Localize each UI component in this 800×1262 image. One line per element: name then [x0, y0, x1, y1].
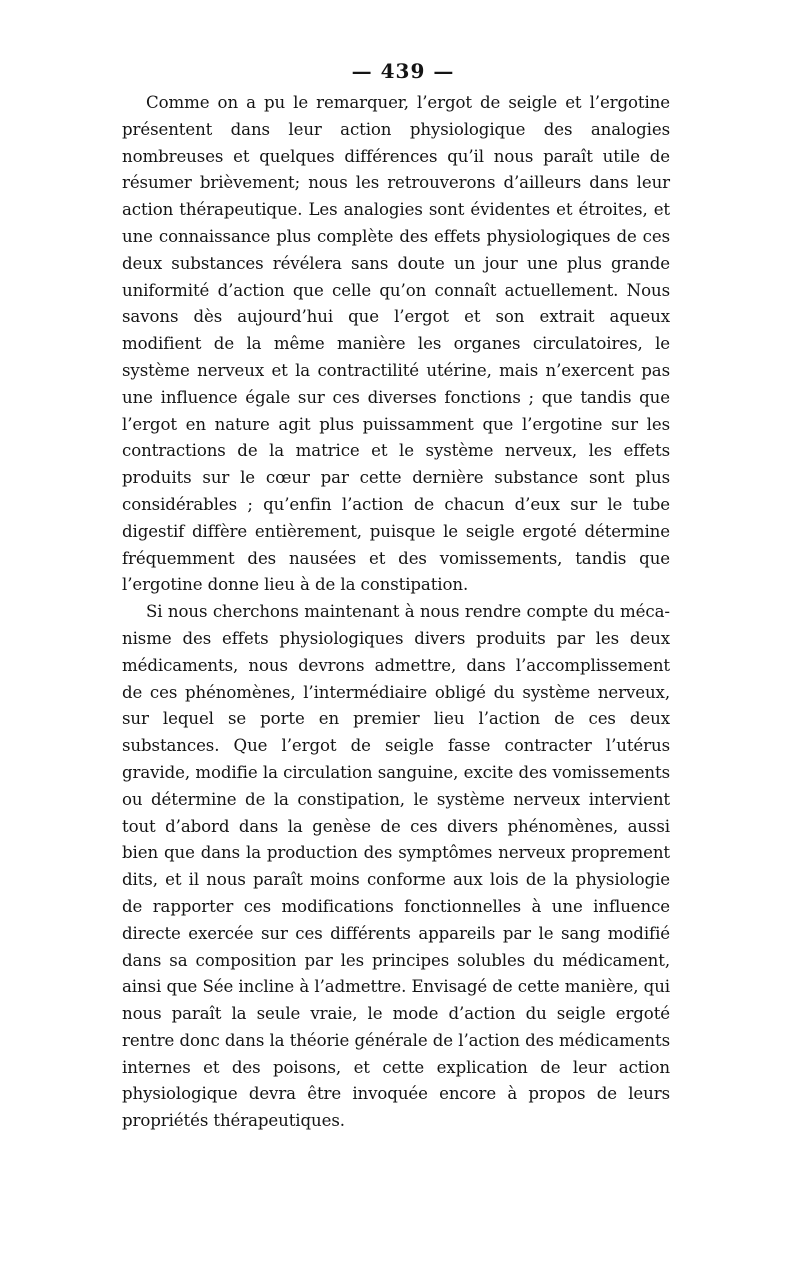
paragraph-mechanism: Si nous cherchons maintenant à nous rendre compte du mécanisme des effets physiologiques divers produits par les deux médicaments, nous devrons admettre, dans l’accomplissement de ces phénomènes, l’intermédiaire obligé du système nerveux, sur lequel se porte en premier lieu l’action de ces deux substances. Que l’ergot de seigle fasse contracter l’utérus gravide, modifie la circulation sanguine, excite des vomissements ou détermine de la constipation, le système nerveux intervient tout d’abord dans la genèse de ces divers phénomènes, aussi bien que dans la production des symptômes nerveux proprement dits, et il nous paraît moins conforme aux lois de la physiologie de rapporter ces modifications fonctionnelles à une influence directe exercée sur ces différents appareils par le sang modifié dans sa composition par les principes solubles du médicament, ainsi que Sée incline à l’admettre. Envisagé de cette manière, qui nous paraît la seule vraie, le mode d’action du seigle ergoté rentre donc dans la théorie générale de l’action des médicaments internes et des poisons, et cette explication de leur action physiologique devra être invoquée encore à propos de leurs propriétés thérapeutiques. — [122, 602, 670, 1131]
book-page — [122, 52, 670, 1135]
page-number: — 439 — — [351, 59, 455, 83]
paragraph-ergot-comparison: Comme on a pu le remarquer, l’ergot de seigle et l’ergotine présentent dans leur action physiologique des analogies nombreuses et quelques différences qu’il nous paraît utile de résumer brièvement; nous les retrouverons d’ailleurs dans leur action thérapeutique. Les analogies sont évidentes et étroites, et une connaissance plus complète des effets physiologiques de ces deux substances révélera sans doute un jour une plus grande uniformité d’action que celle qu’on connaît actuellement. Nous savons dès aujourd’hui que l’ergot et son extrait aqueux modifient de la même manière les organes circulatoires, le système nerveux et la contractilité utérine, mais n’exercent pas une influence égale sur ces diverses fonctions ; que tandis que l’ergot en nature agit plus puissamment que l’ergotine sur les contractions de la matrice et le système nerveux, les effets produits sur le cœur par cette dernière substance sont plus considérables ; qu’enfin l’action de chacun d’eux sur le tube digestif diffère entièrement, puisque le seigle ergoté détermine fréquemment des nausées et des vomissements, tandis que l’ergotine donne lieu à de la constipation. — [122, 93, 670, 595]
